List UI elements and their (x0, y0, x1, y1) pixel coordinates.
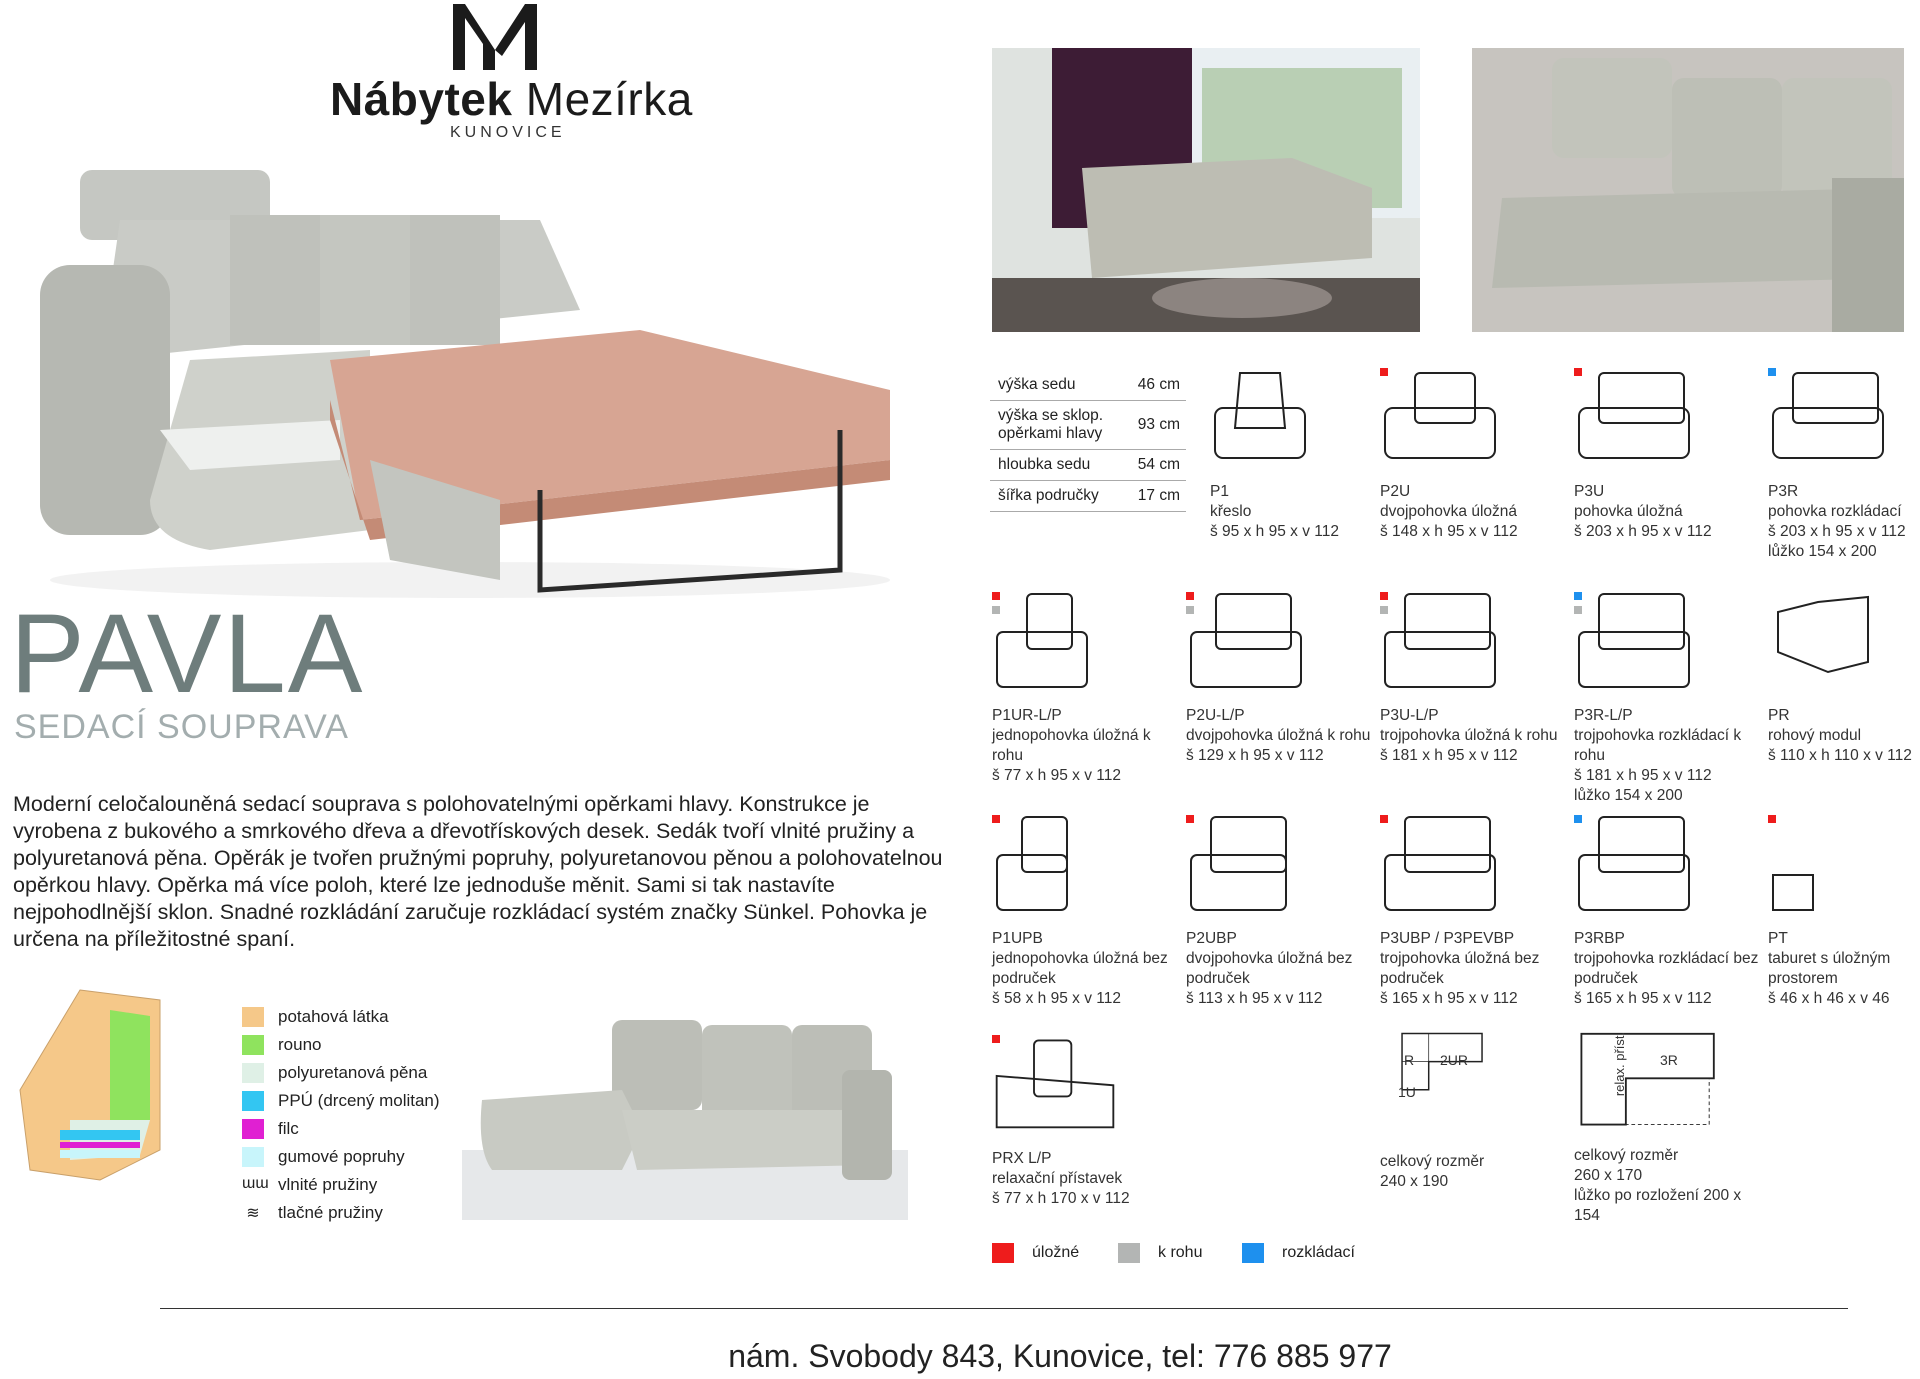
material-legend-item: ɯɯ vlnité pružiny (242, 1175, 378, 1194)
module-item: P1 křeslo š 95 x h 95 x v 112 (1210, 368, 1400, 542)
spec-row: hloubka sedu 54 cm (990, 450, 1186, 481)
corner-sofabed-icon (1574, 592, 1694, 700)
spec-row: šířka područky 17 cm (990, 481, 1186, 512)
footer-address: nám. Svobody 843, Kunovice, tel: 776 885 977 (728, 1338, 1392, 1374)
room-photo (992, 48, 1420, 332)
layout-diagram (1574, 1032, 1724, 1132)
corner-single-icon (992, 592, 1112, 700)
corner-triple-icon (1380, 592, 1500, 700)
cutaway-diagram (10, 980, 190, 1215)
sofa-photo-bottom (462, 1000, 908, 1220)
spec-row: výška sedu 46 cm (990, 370, 1186, 401)
module-item: PT taburet s úložným prostorem š 46 x h 46 x v 46 (1768, 815, 1920, 1009)
material-legend-item: PPÚ (drcený molitan) (242, 1089, 440, 1113)
spec-table (990, 370, 1186, 512)
relax-chaise-icon (992, 1035, 1132, 1143)
logo-name: Nábytek Mezírka (330, 73, 693, 125)
sofa-icon (1574, 368, 1694, 476)
loveseat-icon (1380, 368, 1500, 476)
sofabed-icon (1768, 368, 1888, 476)
corner-double-icon (1186, 592, 1306, 700)
double-no-arm-icon (1186, 815, 1306, 923)
module-item: P3R pohovka rozkládací š 203 x h 95 x v 112 lůžko 154 x 200 (1768, 368, 1920, 562)
material-legend-item: filc (242, 1117, 299, 1141)
armchair-icon (1210, 368, 1330, 476)
material-legend-item: potahová látka (242, 1005, 389, 1029)
module-item: PRX L/P relaxační přístavek š 77 x h 170 x v 112 (992, 1035, 1182, 1209)
module-item: P3R-L/P trojpohovka rozkládací k rohu š 181 x h 95 x v 112 lůžko 154 x 200 (1574, 592, 1764, 806)
layout-item: R 2UR 1U celkový rozměr 240 x 190 (1380, 1032, 1570, 1192)
type-legend-item: rozkládací (1242, 1243, 1355, 1263)
module-item: P3U pohovka úložná š 203 x h 95 x v 112 (1574, 368, 1764, 542)
product-subtitle: SEDACÍ SOUPRAVA (14, 708, 349, 746)
material-legend-item: rouno (242, 1033, 321, 1057)
material-swatch (242, 1035, 264, 1055)
material-swatch (242, 1147, 264, 1167)
ottoman-icon (1768, 815, 1888, 923)
module-item: P2UBP dvojpohovka úložná bez područek š 113 x h 95 x v 112 (1186, 815, 1376, 1009)
single-no-arm-icon (992, 815, 1112, 923)
legend-swatch (992, 1243, 1014, 1263)
material-swatch (242, 1063, 264, 1083)
material-legend-item: polyuretanová pěna (242, 1061, 427, 1085)
module-item: P1UPB jednopohovka úložná bez područek š 58 x h 95 x v 112 (992, 815, 1182, 1009)
module-item: P3RBP trojpohovka rozkládací bez područek š 165 x h 95 x v 112 (1574, 815, 1764, 1009)
module-item: P2U dvojpohovka úložná š 148 x h 95 x v 112 (1380, 368, 1570, 542)
module-item: PR rohový modul š 110 x h 110 x v 112 (1768, 592, 1920, 766)
hero-sofa-image (40, 160, 900, 600)
module-item: P3UBP / P3PEVBP trojpohovka úložná bez područek š 165 x h 95 x v 112 (1380, 815, 1570, 1009)
layout-item: relax. příst. 3R celkový rozměr 260 x 170 lůžko po rozložení 200 x 154 (1574, 1031, 1742, 1224)
product-description: Moderní celočalouněná sedací souprava s polohovatelnými opěrkami hlavy. Konstrukce je vyrobena z bukového a smrkového dřeva a dřevotřískových desek. Sedák tvoří vlnité pružiny a polyuretanová pěna. Opěrák je tvořen pružnými popruhy, polyuretanovou pěnou a polohovatelnou opěrkou hlavy. Opěrka má více poloh, které lze jednoduše měnit. Sami si tak nastavíte nejpohodlnější sklon. Snadné rozkládání zaručuje rozkládací systém značky Sünkel. Pohovka je určena na příležitostné spaní. (13, 792, 943, 951)
type-legend-item: k rohu (1118, 1243, 1202, 1263)
product-title: PAVLA (10, 591, 365, 716)
corner-module-icon (1768, 592, 1888, 700)
type-legend-item: úložné (992, 1243, 1079, 1263)
divider (160, 1308, 1848, 1309)
legend-swatch (1118, 1243, 1140, 1263)
module-item: P1UR-L/P jednopohovka úložná k rohu š 77 x h 95 x v 112 (992, 592, 1182, 786)
logo-mark (450, 2, 560, 72)
material-legend-item: ≋ tlačné pružiny (242, 1201, 383, 1225)
material-swatch (242, 1091, 264, 1111)
sofabed-no-arm-icon (1574, 815, 1694, 923)
spec-row: výška se sklop. opěrkami hlavy 93 cm (990, 401, 1186, 450)
material-legend-item: gumové popruhy (242, 1145, 405, 1169)
coil-spring-icon: ≋ (246, 1205, 260, 1222)
logo-subtitle: KUNOVICE (450, 124, 566, 141)
module-item: P3U-L/P trojpohovka úložná k rohu š 181 x h 95 x v 112 (1380, 592, 1570, 766)
material-swatch (242, 1007, 264, 1027)
legend-swatch (1242, 1243, 1264, 1263)
module-item: P2U-L/P dvojpohovka úložná k rohu š 129 x h 95 x v 112 (1186, 592, 1376, 766)
detail-photo (1472, 48, 1904, 332)
triple-no-arm-icon (1380, 815, 1500, 923)
material-swatch (242, 1119, 264, 1139)
wavy-spring-icon: ɯɯ (242, 1175, 269, 1192)
